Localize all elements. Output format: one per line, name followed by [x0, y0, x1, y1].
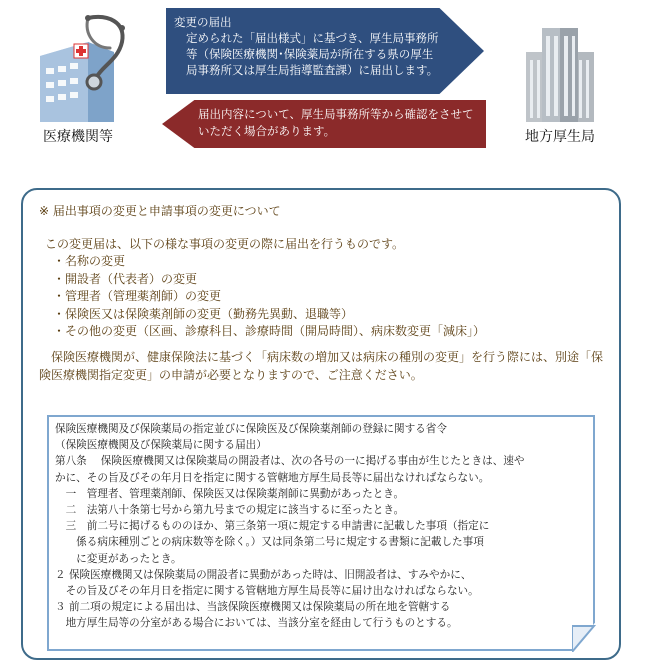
law-line: 係る病床種別ごとの病床数等を除く。）又は同条第二号に規定する書類に記載した事項	[55, 536, 484, 549]
forward-arrow-title: 変更の届出	[174, 15, 232, 29]
notice-box	[21, 188, 621, 660]
caution-paragraph: 保険医療機関が、健康保険法に基づく「病床数の増加又は病床の種別の変更」を行う際には、別途「保険医療機関指定変更」の申請が必要となりますので、ご注意ください。	[39, 350, 604, 382]
notice-title: ※ 届出事項の変更と申請事項の変更について	[39, 204, 281, 218]
law-line: かに、その旨及びその年月日を指定に関する管轄地方厚生局長等に届出なければならない。	[55, 471, 490, 484]
list-item: ・管理者（管理薬剤師）の変更	[53, 289, 222, 303]
list-item: ・開設者（代表者）の変更	[53, 271, 198, 286]
notice-item-list	[53, 253, 485, 341]
list-item: ・保険医又は保険薬剤師の変更（勤務先異動、退職等）	[53, 306, 354, 321]
left-actor-label: 医療機関等	[43, 129, 113, 145]
return-arrow-body: 届出内容について、厚生局事務所等から確認をさせていただく場合があります。	[198, 107, 474, 138]
law-line: 保険医療機関及び保険薬局の指定並びに保険医及び保険薬剤師の登録に関する省令	[55, 423, 447, 435]
medical-institution-actor	[18, 8, 138, 148]
forward-arrow-text	[174, 14, 444, 78]
office-building-icon	[500, 8, 620, 128]
law-line: 三 前二号に掲げるもののほか、第三条第一項に規定する申請書に記載した事項（指定に	[55, 520, 490, 533]
law-line: ２ 保険医療機関又は保険薬局の開設者に異動があった時は、旧開設者は、すみやかに、	[55, 568, 472, 581]
law-line: 二 法第八十条第七号から第九号までの規定に該当するに至ったとき。	[55, 504, 405, 517]
notice-intro: この変更届は、以下の様な事項の変更の際に届出を行うものです。	[45, 237, 405, 251]
law-line: 一 管理者、管理薬剤師、保険医又は保険薬剤師に異動があったとき。	[55, 487, 405, 500]
right-actor-label: 地方厚生局	[525, 129, 595, 145]
hospital-building-stethoscope-icon	[18, 8, 138, 128]
list-item: ・その他の変更（区画、診療科目、診療時間（開局時間）、病床数変更「減床」）	[53, 324, 486, 338]
law-excerpt-text	[55, 421, 585, 632]
law-line: その旨及びその年月日を指定に関する管轄地方厚生局長等に届け出なければならない。	[55, 585, 479, 598]
law-line: ３ 前二項の規定による届出は、当該保険医療機関又は保険薬局の所在地を管轄する	[55, 601, 451, 614]
law-line: に変更があったとき。	[55, 552, 182, 565]
law-line: 第八条 保険医療機関又は保険薬局の開設者は、次の各号の一に掲げる事由が生じたときは、速や	[55, 455, 525, 468]
law-line: 地方厚生局等の分室がある場合においては、当該分室を経由して行うものとする。	[55, 617, 458, 630]
list-item: ・名称の変更	[53, 254, 126, 268]
regional-bureau-actor	[500, 8, 620, 148]
law-line: （保険医療機関及び保険薬局に関する届出）	[55, 439, 267, 452]
forward-arrow-body: 定められた「届出様式」に基づき、厚生局事務所等（保険医療機関･保険薬局が所在する県の厚生局事務所又は厚生局指導監査課）に届出します。	[186, 31, 439, 77]
